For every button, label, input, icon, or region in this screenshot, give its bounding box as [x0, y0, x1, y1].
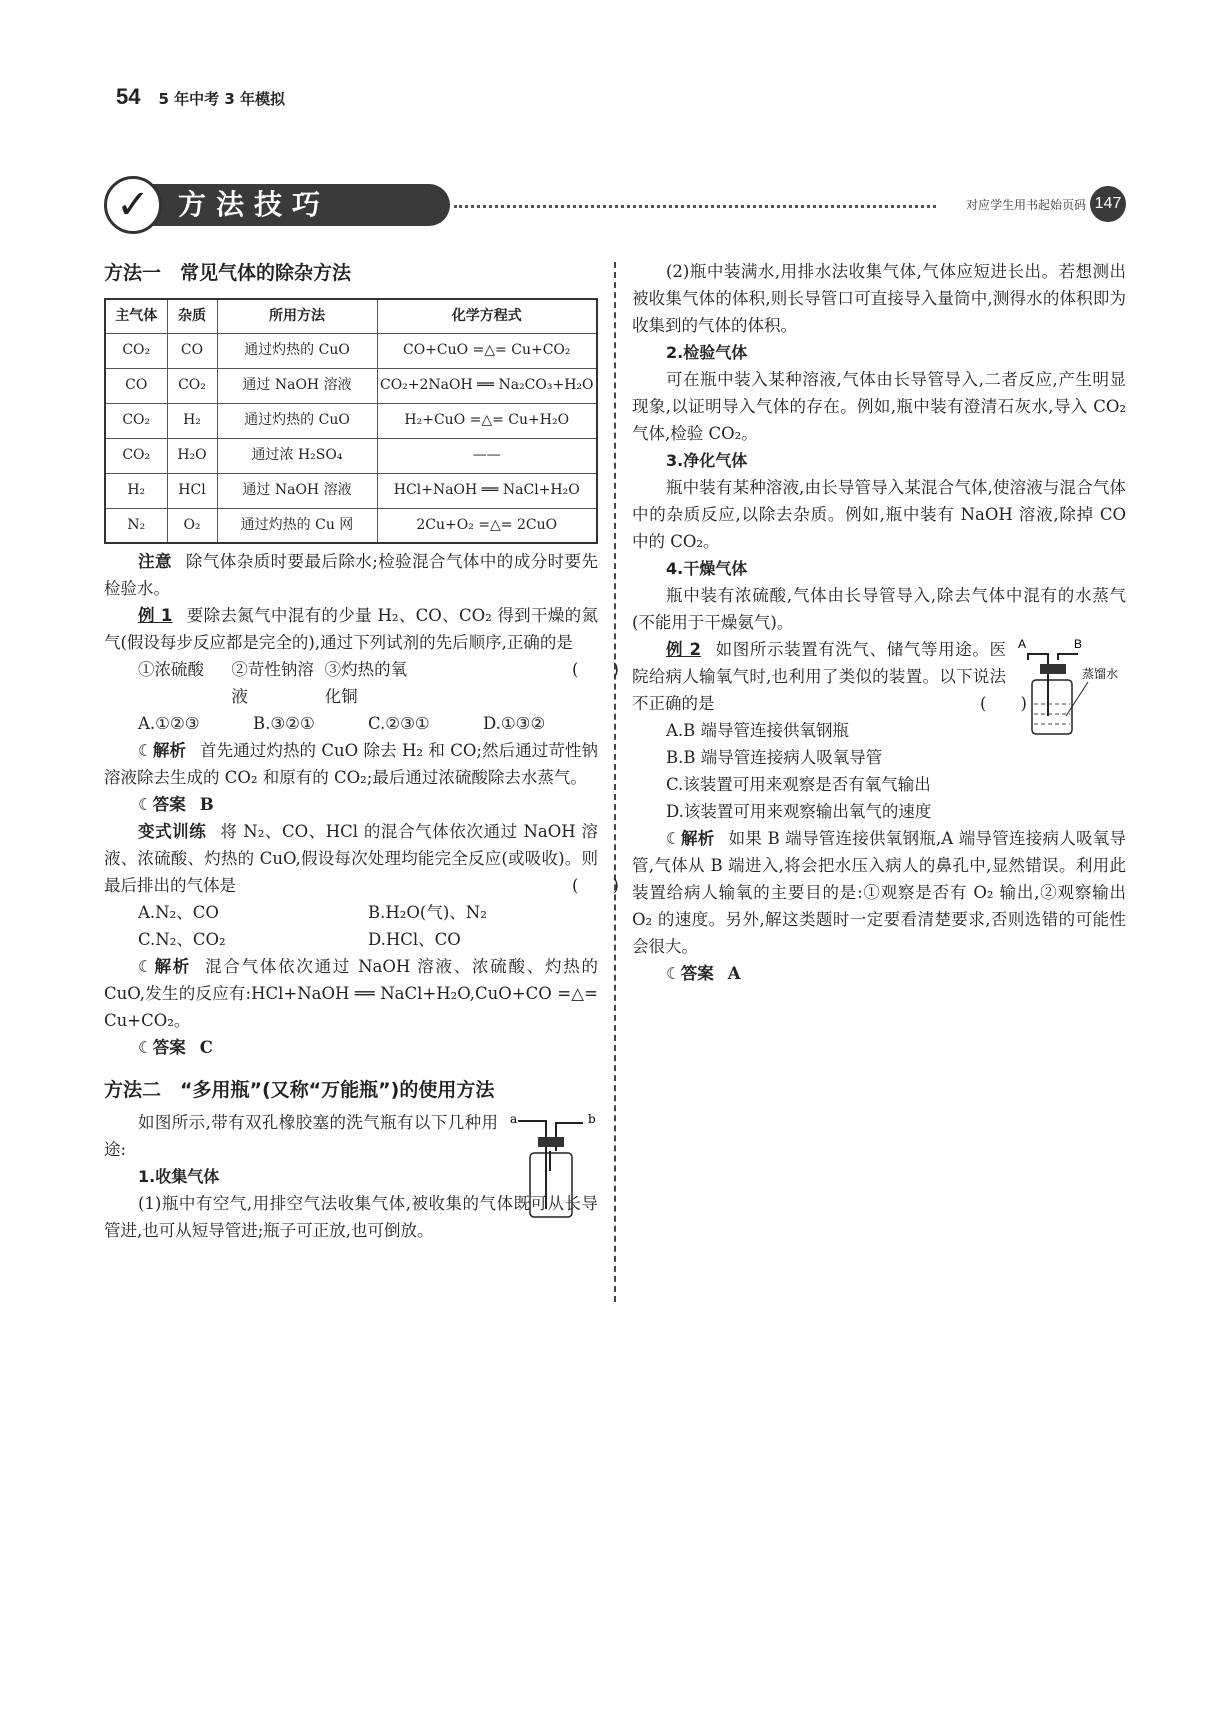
- answer-blank: [538, 872, 619, 899]
- table-header-row: [105, 299, 597, 333]
- table-cell: CO₂: [105, 438, 167, 473]
- ref-page-badge: 147: [1090, 186, 1126, 222]
- right-column: [632, 258, 1126, 987]
- drill-analysis: 混合气体依次通过 NaOH 溶液、浓硫酸、灼热的 CuO,发生的反应有:HCl+NaOH ══ NaCl+H₂O,CuO+CO =△= Cu+CO₂。: [104, 957, 599, 1030]
- method2-title: 方法二 “多用瓶”(又称“万能瓶”)的使用方法: [104, 1079, 495, 1101]
- option: A.B 端导管连接供氧钢瓶: [666, 721, 850, 740]
- table-cell: 2Cu+O₂ =△= 2CuO: [377, 508, 597, 543]
- analysis-label: 解析: [152, 957, 192, 976]
- note-text: 除气体杂质时要最后除水;检验混合气体中的成分时要先检验水。: [104, 552, 599, 598]
- option: C.N₂、CO₂: [138, 930, 226, 949]
- table-row: [105, 473, 597, 508]
- reagent-list: [104, 656, 538, 710]
- th: 主气体: [105, 299, 167, 333]
- oxygen-bottle-figure: [1016, 636, 1126, 736]
- section-banner: [104, 176, 1126, 236]
- wash-bottle-figure: [508, 1111, 598, 1221]
- answer-icon: ☾: [138, 1038, 153, 1057]
- reagent: ③灼热的氧化铜: [324, 660, 408, 706]
- fig-label-B: B: [1074, 637, 1083, 651]
- analysis-label: 解析: [152, 741, 187, 760]
- example2-text: 如图所示装置有洗气、储气等用途。医院给病人输氧气时,也利用了类似的装置。以下说法不正确的是: [632, 640, 1006, 713]
- book-title: 5 年中考 3 年模拟: [158, 90, 286, 108]
- drill-label: 变式训练: [138, 822, 207, 841]
- option: D.HCl、CO: [368, 930, 461, 949]
- reagent: ①浓硫酸: [138, 660, 204, 679]
- sub3-title: 3.净化气体: [666, 451, 748, 470]
- table-cell: H₂: [105, 473, 167, 508]
- sub4-text: 瓶中装有浓硫酸,气体由长导管导入,除去气体中混有的水蒸气(不能用于干燥氨气)。: [632, 586, 1126, 632]
- table-cell: 通过灼热的 Cu 网: [217, 508, 377, 543]
- paren: (: [572, 660, 579, 679]
- ex2-analysis: 如果 B 端导管连接供氧钢瓶,A 端导管连接病人吸氧导管,气体从 B 端进入,将会把水压入病人的鼻孔中,显然错误。利用此装置给病人输氧的主要目的是:①观察是否有 O₂ 输出,②观察输出 O₂ 的速度。另外,解这类题时一定要看清楚要求,否则选错的可能性会很大。: [632, 829, 1127, 956]
- sub3-text: 瓶中装有某种溶液,由长导管导入某混合气体,使溶液与混合气体中的杂质反应,以除去杂质。例如,瓶中装有 NaOH 溶液,除掉 CO 中的 CO₂。: [632, 478, 1126, 551]
- table-row: [105, 333, 597, 368]
- paren: ): [612, 660, 619, 679]
- th: 杂质: [167, 299, 217, 333]
- sub1-text: (1)瓶中有空气,用排空气法收集气体,被收集的气体既可从长导管进,也可从短导管进;瓶子可正放,也可倒放。: [104, 1194, 598, 1240]
- analysis-label: 解析: [680, 829, 715, 848]
- option: B.H₂O(气)、N₂: [368, 903, 487, 922]
- table-cell: H₂+CuO =△= Cu+H₂O: [377, 403, 597, 438]
- answer-icon: ☾: [138, 795, 153, 814]
- left-column: [104, 258, 619, 1244]
- table-cell: CO₂+2NaOH ══ Na₂CO₃+H₂O: [377, 368, 597, 403]
- answer-label: 答案: [152, 795, 186, 814]
- option: D.该装置可用来观察输出氧气的速度: [666, 802, 932, 821]
- ex1-options: [104, 710, 598, 737]
- table-cell: H₂: [167, 403, 217, 438]
- th: 化学方程式: [377, 299, 597, 333]
- method1-title: 方法一 常见气体的除杂方法: [104, 262, 352, 284]
- example1-label: 例 1: [138, 606, 173, 625]
- fig-label-A: A: [1018, 637, 1027, 651]
- table-cell: H₂O: [167, 438, 217, 473]
- example1-text: 要除去氮气中混有的少量 H₂、CO、CO₂ 得到干燥的氮气(假设每步反应都是完全的),通过下列试剂的先后顺序,正确的是: [104, 606, 598, 652]
- table-cell: HCl: [167, 473, 217, 508]
- table-row: [105, 438, 597, 473]
- table-cell: 通过灼热的 CuO: [217, 403, 377, 438]
- ex1-analysis: 首先通过灼热的 CuO 除去 H₂ 和 CO;然后通过苛性钠溶液除去生成的 CO₂ 和原有的 CO₂;最后通过浓硫酸除去水蒸气。: [104, 741, 599, 787]
- paren: (: [572, 876, 579, 895]
- paren: ): [1020, 694, 1027, 713]
- sub2-title: 2.检验气体: [666, 343, 748, 362]
- table-cell: CO: [167, 333, 217, 368]
- paren: (: [980, 694, 987, 713]
- option: D.①③②: [483, 714, 546, 733]
- drill-answer: C: [199, 1038, 213, 1057]
- sub2-text: 可在瓶中装入某种溶液,气体由长导管导入,二者反应,产生明显现象,以证明导入气体的存在。例如,瓶中装有澄清石灰水,导入 CO₂ 气体,检验 CO₂。: [632, 370, 1126, 443]
- table-cell: N₂: [105, 508, 167, 543]
- option: C.②③①: [368, 714, 430, 733]
- page-number: 54: [116, 84, 141, 109]
- ref-text: 对应学生用书起始页码: [965, 198, 1086, 212]
- option: C.该装置可用来观察是否有氧气输出: [666, 775, 931, 794]
- analysis-icon: ☾: [666, 829, 681, 848]
- reagent: ②苛性钠溶液: [231, 660, 314, 706]
- table-cell: ——: [377, 438, 597, 473]
- table-row: [105, 368, 597, 403]
- fig-label-water: 蒸馏水: [1082, 667, 1119, 681]
- example2-label: 例 2: [666, 640, 701, 659]
- table-cell: HCl+NaOH ══ NaCl+H₂O: [377, 473, 597, 508]
- table-cell: CO: [105, 368, 167, 403]
- analysis-icon: ☾: [138, 741, 153, 760]
- table-cell: CO₂: [167, 368, 217, 403]
- sub1-title: 1.收集气体: [138, 1167, 220, 1186]
- table-cell: O₂: [167, 508, 217, 543]
- table-cell: CO+CuO =△= Cu+CO₂: [377, 333, 597, 368]
- option: B.B 端导管连接病人吸氧导管: [666, 748, 883, 767]
- answer-label: 答案: [680, 964, 714, 983]
- sub1-text-2: (2)瓶中装满水,用排水法收集气体,气体应短进长出。若想测出被收集气体的体积,则长导管口可直接导入量筒中,测得水的体积即为收集到的气体的体积。: [632, 262, 1126, 335]
- answer-label: 答案: [152, 1038, 186, 1057]
- th: 所用方法: [217, 299, 377, 333]
- option: B.③②①: [253, 714, 315, 733]
- option: A.N₂、CO: [138, 903, 219, 922]
- checkmark-icon: ✓: [104, 176, 162, 234]
- table-cell: CO₂: [105, 333, 167, 368]
- answer-blank: [538, 656, 619, 683]
- paren: ): [612, 876, 619, 895]
- answer-blank: [946, 690, 1027, 717]
- fig-label-a: a: [510, 1112, 518, 1126]
- table-cell: 通过 NaOH 溶液: [217, 473, 377, 508]
- method2-intro: 如图所示,带有双孔橡胶塞的洗气瓶有以下几种用途:: [104, 1113, 498, 1159]
- ex1-answer: B: [199, 795, 214, 814]
- banner-title: 方法技巧: [140, 184, 450, 226]
- column-divider: [614, 262, 616, 1302]
- drill-options: [104, 899, 598, 953]
- table-cell: 通过浓 H₂SO₄: [217, 438, 377, 473]
- fig-label-b: b: [588, 1112, 596, 1126]
- note-label: 注意: [138, 552, 172, 571]
- table-cell: 通过 NaOH 溶液: [217, 368, 377, 403]
- page-header: [116, 84, 285, 110]
- sub4-title: 4.干燥气体: [666, 559, 748, 578]
- table-cell: 通过灼热的 CuO: [217, 333, 377, 368]
- table-row: [105, 403, 597, 438]
- table-row: [105, 508, 597, 543]
- answer-icon: ☾: [666, 964, 681, 983]
- gas-purification-table: [104, 298, 598, 544]
- option: A.①②③: [138, 714, 200, 733]
- dotted-leader: [454, 205, 936, 208]
- drill-text: 将 N₂、CO、HCl 的混合气体依次通过 NaOH 溶液、浓硫酸、灼热的 CuO,假设每次处理均能完全反应(或吸收)。则最后排出的气体是: [104, 822, 599, 895]
- ex2-answer: A: [727, 964, 741, 983]
- table-cell: CO₂: [105, 403, 167, 438]
- analysis-icon: ☾: [138, 957, 153, 976]
